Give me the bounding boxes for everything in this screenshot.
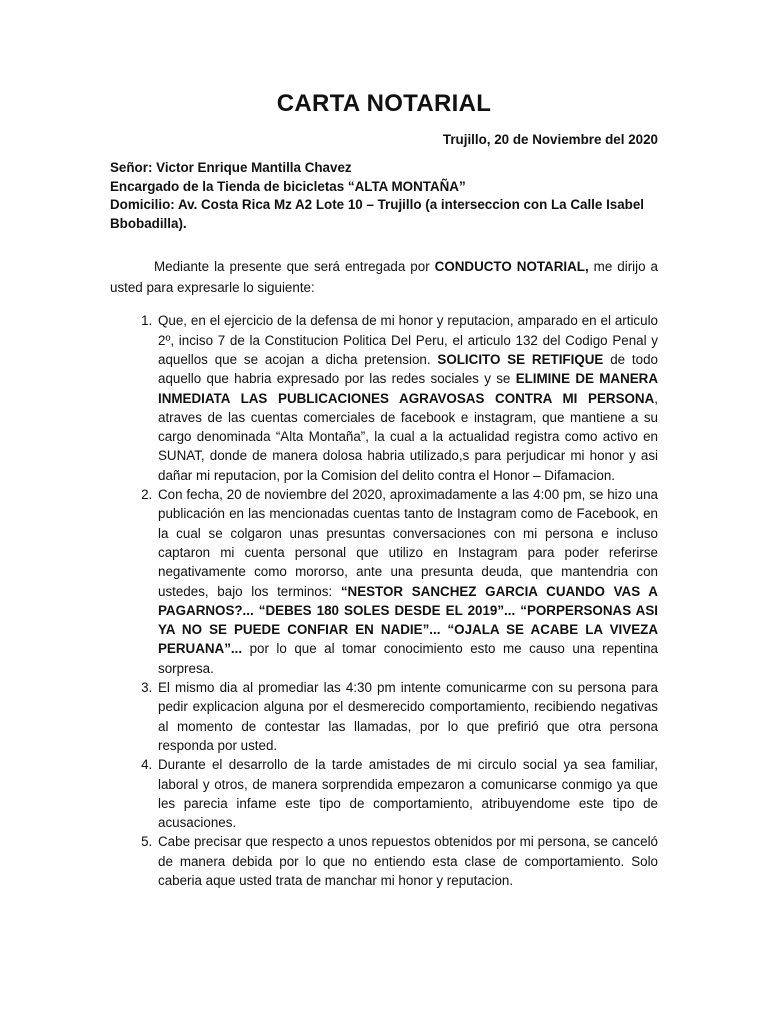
list-item <box>156 678 658 755</box>
item-emphasis: SOLICITO SE RETIFIQUE <box>437 351 604 367</box>
item-text: Durante el desarrollo de la tarde amistades de mi circulo social ya sea familiar, laboral y otros, de manera sorprendida empezaron a comunicarse conmigo ya que les parecia infame este tipo de comportamiento, atribuyendome este tipo de acusaciones. <box>158 757 658 831</box>
item-text: El mismo dia al promediar las 4:30 pm intente comunicarme con su persona para pedir explicacion alguna por el desmerecido comportamiento, recibiendo negativas al momento de contestar las llamadas, por lo que prefirió que otra persona responda por usted. <box>158 680 658 753</box>
item-text: Cabe precisar que respecto a unos repuestos obtenidos por mi persona, se canceló de manera debida por lo que no entiendo esta clase de comportamiento. Solo caberia aque usted trata de manchar mi honor y reputacion. <box>158 834 658 888</box>
addressee-name: Señor: Victor Enrique Mantilla Chavez <box>110 160 352 175</box>
intro-paragraph <box>110 257 658 298</box>
intro-text-end: me dirijo a usted para expresarle lo siguiente: <box>110 259 659 295</box>
intro-text: Mediante la presente que será entregada por <box>154 259 435 274</box>
numbered-list <box>110 311 658 890</box>
intro-emphasis: CONDUCTO NOTARIAL, <box>434 259 589 274</box>
addressee-role: Encargado de la Tienda de bicicletas “ALTA MONTAÑA” <box>110 178 466 194</box>
addressee-block <box>110 159 658 233</box>
list-item <box>156 485 658 678</box>
item-text: por lo que al tomar conocimiento esto me causo una repentina sorpresa. <box>158 641 658 676</box>
item-emphasis: ELIMINE DE MANERA INMEDIATA LAS PUBLICACIONES AGRAVOSAS CONTRA MI PERSONA <box>158 371 659 406</box>
item-text: Que, en el ejercicio de la defensa de mi honor y reputacion, amparado en el articulo 2º, inciso 7 de la Constitucion Politica Del Peru, el articulo 132 del Codigo Penal y aquellos que se acojan a dicha pretension. <box>158 313 658 367</box>
item-text: , atraves de las cuentas comerciales de facebook e instagram, que mantiene a su cargo denominada “Alta Montaña”, la cual a la actualidad registra como activo en SUNAT, donde de manera dolosa habria utilizado,s para perjudicar mi honor y asi dañar mi reputacion, por la Comision del delito contra el Honor – Difamacion. <box>158 390 658 483</box>
item-emphasis: “NESTOR SANCHEZ GARCIA CUANDO VAS A PAGARNOS?... “DEBES 180 SOLES DESDE EL 2019”... “PORPERSONAS ASI YA NO SE PUEDE CONFIAR EN NADIE”... “OJALA SE ACABE LA VIVEZA PERUANA”... <box>158 583 658 657</box>
document-title: CARTA NOTARIAL <box>276 90 492 117</box>
item-text: Con fecha, 20 de noviembre del 2020, aproximadamente a las 4:00 pm, se hizo una publicación en las mencionadas cuentas tanto de Instagram como de Facebook, en la cual se colgaron unas presuntas conversaciones con mi persona e incluso captaron mi cuenta personal que utilizo en Instagram para poder referirse negativamente como mororso, ante una presunta deuda, que mantendria con ustedes, bajo los terminos: <box>158 487 658 599</box>
addressee-address: Domicilio: Av. Costa Rica Mz A2 Lote 10 – Trujillo (a interseccion con La Calle Isabel Bbobadilla). <box>110 197 645 231</box>
letter-date: Trujillo, 20 de Noviembre del 2020 <box>442 132 658 147</box>
item-text: de todo aquello que habria expresado por las redes sociales y se <box>158 351 658 387</box>
list-item <box>156 832 658 890</box>
list-item <box>156 311 658 485</box>
list-item <box>156 755 658 832</box>
